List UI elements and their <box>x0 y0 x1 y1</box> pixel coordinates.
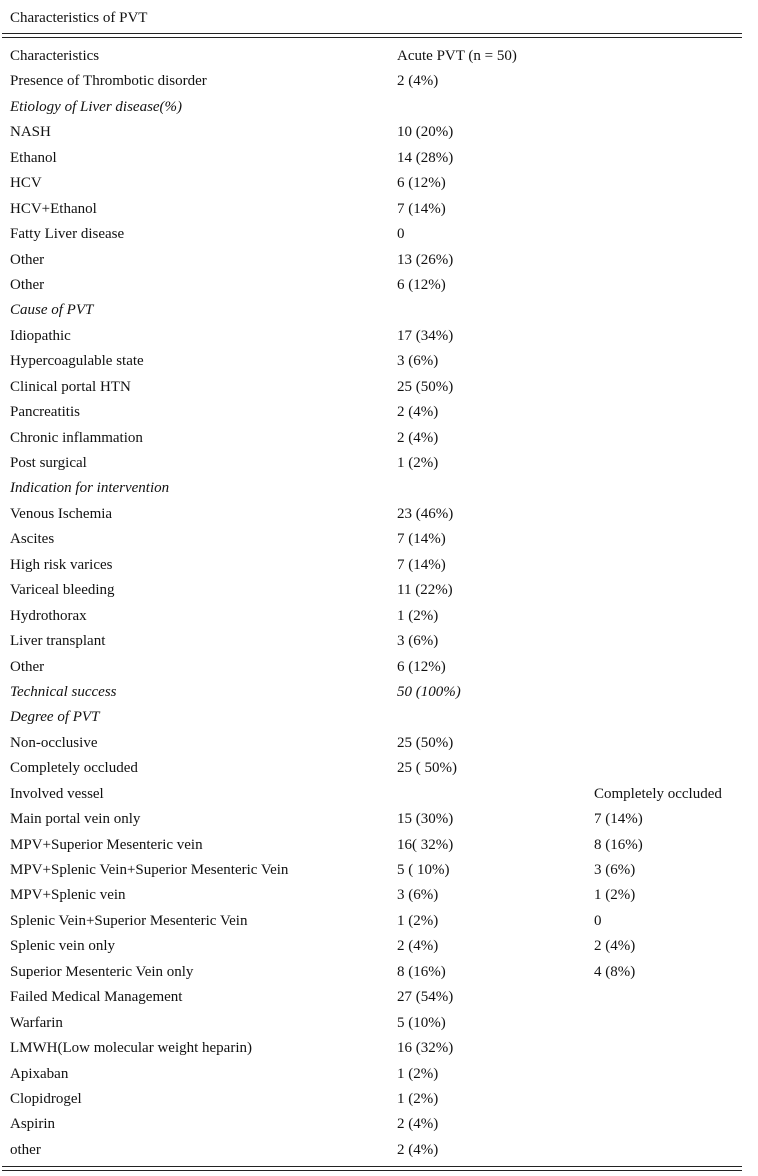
acute-pvt-value: 16 (32%) <box>397 1040 454 1057</box>
table-row <box>0 504 758 529</box>
acute-pvt-value: 15 (30%) <box>397 811 454 828</box>
acute-pvt-value: 7 (14%) <box>397 556 446 573</box>
completely-occluded-value: 2 (4%) <box>594 938 636 955</box>
row-label: Involved vessel <box>10 785 104 802</box>
table-row <box>0 962 758 987</box>
acute-pvt-value: 25 (50%) <box>397 378 454 395</box>
row-label: Idiopathic <box>10 327 71 344</box>
acute-pvt-value: 23 (46%) <box>397 505 454 522</box>
row-label: Warfarin <box>10 1014 63 1031</box>
table-row <box>0 453 758 478</box>
table-row <box>0 860 758 885</box>
acute-pvt-value: 6 (12%) <box>397 658 446 675</box>
table-row <box>0 885 758 910</box>
table-row <box>0 326 758 351</box>
row-label: Chronic inflammation <box>10 429 143 446</box>
table-row <box>0 71 758 96</box>
header-acute-pvt: Acute PVT (n = 50) <box>397 48 517 64</box>
acute-pvt-value: 1 (2%) <box>397 607 439 624</box>
row-label: Completely occluded <box>10 760 138 777</box>
table-row <box>0 606 758 631</box>
row-label: MPV+Splenic vein <box>10 887 126 904</box>
row-label: Pancreatitis <box>10 404 80 421</box>
row-label: Etiology of Liver disease(%) <box>10 98 183 115</box>
acute-pvt-value: 1 (2%) <box>397 1065 439 1082</box>
bottom-rule <box>2 1166 742 1167</box>
row-label: Technical success <box>10 683 117 700</box>
table-row <box>0 631 758 656</box>
acute-pvt-value: 25 (50%) <box>397 734 454 751</box>
acute-pvt-value: 2 (4%) <box>397 938 439 955</box>
table-row <box>0 835 758 860</box>
acute-pvt-value: 27 (54%) <box>397 989 454 1006</box>
row-label: Other <box>10 276 45 293</box>
row-label: HCV <box>10 175 42 192</box>
table-row <box>0 428 758 453</box>
acute-pvt-value: 16( 32%) <box>397 836 454 853</box>
row-label: NASH <box>10 124 51 141</box>
acute-pvt-value: 3 (6%) <box>397 887 439 904</box>
row-label: HCV+Ethanol <box>10 200 97 217</box>
header-rule <box>2 37 742 38</box>
acute-pvt-value: 7 (14%) <box>397 531 446 548</box>
row-label: Cause of PVT <box>10 302 94 319</box>
top-rule <box>2 33 742 34</box>
acute-pvt-value: 25 ( 50%) <box>397 760 457 777</box>
acute-pvt-value: 2 (4%) <box>397 1116 439 1133</box>
data-table <box>0 46 758 1165</box>
completely-occluded-value: 3 (6%) <box>594 862 636 878</box>
acute-pvt-value: 8 (16%) <box>397 963 446 980</box>
row-label: other <box>10 1141 41 1158</box>
table-row <box>0 657 758 682</box>
row-label: LMWH(Low molecular weight heparin) <box>10 1040 252 1057</box>
row-label: Other <box>10 251 45 268</box>
row-label: Variceal bleeding <box>10 582 115 599</box>
table-row <box>0 758 758 783</box>
table-row <box>0 1064 758 1089</box>
row-label: Non-occlusive <box>10 734 98 751</box>
row-label: Venous Ischemia <box>10 505 113 522</box>
completely-occluded-value: 0 <box>594 912 602 929</box>
table-row <box>0 1114 758 1139</box>
table-row <box>0 377 758 402</box>
row-label: Indication for intervention <box>10 480 170 497</box>
bottom-rule-double <box>2 1170 742 1171</box>
row-label: Liver transplant <box>10 633 106 650</box>
table-row <box>0 529 758 554</box>
table-row <box>0 224 758 249</box>
acute-pvt-value: 50 (100%) <box>397 683 461 700</box>
section-header-row <box>0 300 758 325</box>
acute-pvt-value: 2 (4%) <box>397 73 439 90</box>
row-label: Fatty Liver disease <box>10 226 125 243</box>
acute-pvt-value: 2 (4%) <box>397 1141 439 1158</box>
acute-pvt-value: 5 (10%) <box>397 1014 446 1031</box>
acute-pvt-value: 1 (2%) <box>397 912 439 929</box>
row-label: Splenic vein only <box>10 938 115 955</box>
acute-pvt-value: 0 <box>397 226 405 243</box>
completely-occluded-value: 4 (8%) <box>594 963 636 980</box>
row-label: Apixaban <box>10 1065 69 1082</box>
row-label: Main portal vein only <box>10 811 141 828</box>
row-label: Degree of PVT <box>10 709 100 726</box>
table-row <box>0 911 758 936</box>
row-label: Clopidrogel <box>10 1090 82 1107</box>
table-caption: Characteristics of PVT <box>10 10 148 26</box>
section-header-row <box>0 97 758 122</box>
table-row <box>0 555 758 580</box>
row-label: Superior Mesenteric Vein only <box>10 963 194 980</box>
table-row <box>0 1013 758 1038</box>
table-row <box>0 1089 758 1114</box>
table-row <box>0 275 758 300</box>
acute-pvt-value: 1 (2%) <box>397 1090 439 1107</box>
table-row <box>0 173 758 198</box>
acute-pvt-value: 6 (12%) <box>397 276 446 293</box>
row-label: Presence of Thrombotic disorder <box>10 73 207 90</box>
completely-occluded-value: 1 (2%) <box>594 887 636 904</box>
row-label: Clinical portal HTN <box>10 378 131 395</box>
table-row <box>0 809 758 834</box>
table-row <box>0 351 758 376</box>
row-label: Other <box>10 658 45 675</box>
table-row <box>0 936 758 961</box>
section-header-row <box>0 682 758 707</box>
row-label: MPV+Splenic Vein+Superior Mesenteric Vein <box>10 862 289 878</box>
row-label: Ethanol <box>10 149 57 166</box>
row-label: Ascites <box>10 531 55 548</box>
completely-occluded-value: 8 (16%) <box>594 836 643 853</box>
acute-pvt-value: 6 (12%) <box>397 175 446 192</box>
row-label: Hypercoagulable state <box>10 353 144 370</box>
acute-pvt-value: 14 (28%) <box>397 149 454 166</box>
row-label: Aspirin <box>10 1116 55 1133</box>
acute-pvt-value: 11 (22%) <box>397 582 453 599</box>
acute-pvt-value: 3 (6%) <box>397 353 439 370</box>
row-label: Hydrothorax <box>10 607 87 624</box>
section-header-row <box>0 478 758 503</box>
table-row <box>0 733 758 758</box>
row-label: Post surgical <box>10 455 87 471</box>
acute-pvt-value: 3 (6%) <box>397 633 439 650</box>
table-row <box>0 199 758 224</box>
table-row <box>0 402 758 427</box>
table-row <box>0 148 758 173</box>
row-label: MPV+Superior Mesenteric vein <box>10 836 203 853</box>
acute-pvt-value: 5 ( 10%) <box>397 862 450 878</box>
table-row <box>0 1140 758 1165</box>
section-header-row <box>0 707 758 732</box>
table-row <box>0 580 758 605</box>
row-label: High risk varices <box>10 556 113 573</box>
table-row <box>0 122 758 147</box>
table-row <box>0 1038 758 1063</box>
table-row <box>0 987 758 1012</box>
row-label: Splenic Vein+Superior Mesenteric Vein <box>10 912 248 929</box>
header-characteristics: Characteristics <box>10 48 100 64</box>
acute-pvt-value: 1 (2%) <box>397 455 439 471</box>
completely-occluded-value: Completely occluded <box>594 785 722 802</box>
acute-pvt-value: 13 (26%) <box>397 251 454 268</box>
completely-occluded-value: 7 (14%) <box>594 811 643 828</box>
table-row <box>0 784 758 809</box>
header-row <box>0 46 758 71</box>
table-row <box>0 250 758 275</box>
acute-pvt-value: 17 (34%) <box>397 327 454 344</box>
table-body <box>0 71 758 1165</box>
acute-pvt-value: 10 (20%) <box>397 124 454 141</box>
acute-pvt-value: 2 (4%) <box>397 404 439 421</box>
acute-pvt-value: 7 (14%) <box>397 200 446 217</box>
row-label: Failed Medical Management <box>10 989 183 1006</box>
acute-pvt-value: 2 (4%) <box>397 429 439 446</box>
